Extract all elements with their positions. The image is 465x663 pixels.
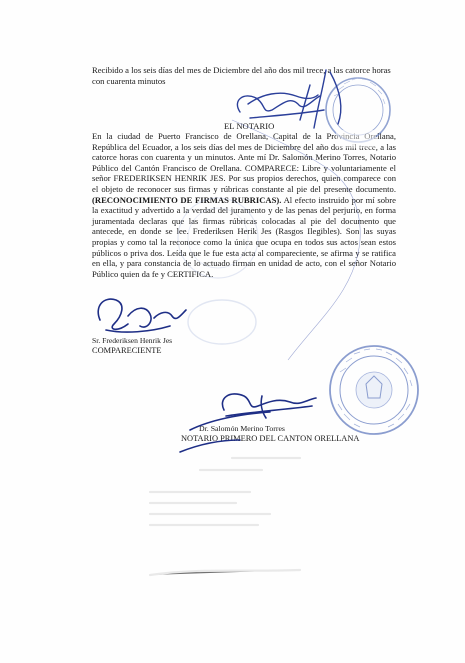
act-intro-text: En la ciudad de Puerto Francisco de Orellana, Capital de la Provincia Orellana, República del Ecuador, a los seis días del mes de Diciembre del año dos mil trece, a las catorce horas con cuarenta y un minutos. Ante mí Dr. Salomón Merino Torres, Notario Público del Cantón Francisco de Orellana. COMPARECE: Libre y voluntariamente el señor FREDERIKSEN HENRIK JES. Por sus propios derechos, quien comparece con el objeto de reconocer sus firmas y rúbricas constante al pie del presente documento. — [92, 131, 396, 194]
signer-signature — [98, 299, 186, 332]
signer-name: Sr. Frederiksen Henrik Jes — [92, 336, 173, 345]
notary-signature-sweep-line — [232, 120, 360, 360]
received-statement: Recibido a los seis días del mes de Diciembre del año dos mil trece, a las catorce horas con cuarenta minutos — [92, 65, 391, 86]
notary-signature-bottom — [180, 394, 316, 452]
act-title-bold: (RECONOCIMIENTO DE FIRMAS RUBRICAS). — [92, 194, 282, 205]
notary-stamp-bottom — [330, 346, 418, 434]
faint-stamp-signer — [188, 300, 256, 344]
notary-stamp-top — [326, 78, 390, 148]
notary-title: NOTARIO PRIMERO DEL CANTON ORELLANA — [181, 434, 360, 443]
bleed-through-lines — [150, 458, 300, 575]
act-rest-text: Al efecto instruido por mí sobre la exactitud y advertido a la verdad del juramento y de las penas del perjurio, en forma juramentada declaras que las firmas rúbricas colocadas al pie del documento que antecede, en donde se lee. Frederiksen Herik Jes (Rasgos Ilegibles). Son las suyas propias y como tal la reconoce como la única que ocupa en todos sus actos sean estos públicos o priva dos. Leída que le fue esta acta al compareciente, se afirma y se ratifica en ella, y para constancia de lo actuado firman en unidad de acto, con el señor Notario Público quien da fe y CERTIFICA. — [92, 194, 396, 279]
signer-role: COMPARECIENTE — [92, 346, 162, 355]
faint-stamp-middle — [178, 198, 258, 278]
notary-signature-top — [237, 70, 340, 128]
notary-heading: EL NOTARIO — [224, 121, 275, 131]
notary-name: Dr. Salomón Merino Torres — [199, 424, 285, 433]
